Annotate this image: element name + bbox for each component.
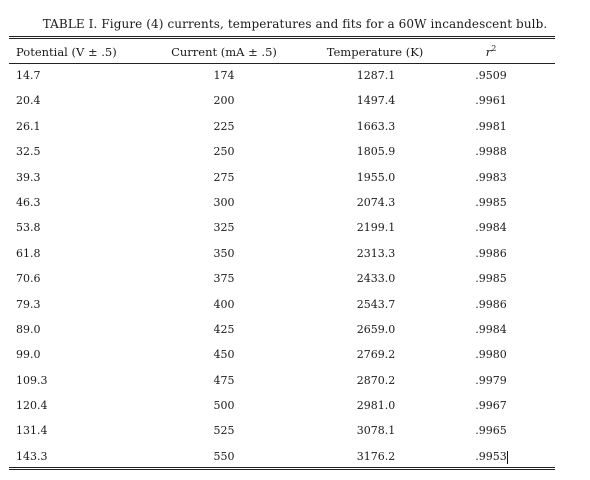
- table-row: [0, 374, 590, 399]
- bottom-rule-1: [9, 467, 555, 468]
- cell-temperature: 2659.0: [356, 322, 396, 336]
- cell-temperature: 2543.7: [356, 297, 396, 311]
- header-current: Current (mA ± .5): [171, 45, 277, 59]
- table-row: [0, 94, 590, 119]
- cell-r-squared: .9984: [475, 221, 507, 235]
- cell-current: 275: [213, 170, 235, 184]
- cell-current: 475: [213, 373, 235, 387]
- top-rule-2: [9, 38, 555, 39]
- table-row: [0, 399, 590, 424]
- table-header-row: [0, 45, 590, 61]
- cell-temperature: 2870.2: [356, 373, 396, 387]
- cell-r-squared: .9979: [475, 373, 507, 387]
- bottom-rule-2: [9, 469, 555, 470]
- cell-potential: 61.8: [16, 246, 41, 260]
- header-temperature: Temperature (K): [326, 45, 424, 59]
- cell-temperature: 3078.1: [356, 424, 396, 438]
- cell-r-squared: .9961: [475, 94, 507, 108]
- cell-r-squared: .9981: [475, 119, 507, 133]
- cell-temperature: 1497.4: [356, 94, 396, 108]
- cell-current: 300: [213, 195, 235, 209]
- cell-current: 550: [213, 449, 235, 463]
- cell-r-squared: .9988: [475, 145, 507, 159]
- cell-current: 525: [213, 424, 235, 438]
- table-row: [0, 272, 590, 297]
- cell-current: 500: [213, 399, 235, 413]
- cell-r-squared: .9984: [475, 322, 507, 336]
- table-body: [0, 69, 590, 475]
- table-row: [0, 298, 590, 323]
- table-row: [0, 171, 590, 196]
- cell-r-squared: .9980: [475, 348, 507, 362]
- header-rule: [9, 63, 555, 64]
- table-row: [0, 69, 590, 94]
- cell-r-squared: .9986: [475, 297, 507, 311]
- cell-potential: 14.7: [16, 69, 41, 82]
- cell-current: 250: [213, 145, 235, 159]
- cell-r-squared: .9953: [475, 449, 507, 463]
- header-r-squared: [466, 45, 516, 59]
- text-cursor: [507, 451, 508, 464]
- cell-current: 174: [213, 69, 235, 82]
- table-row: [0, 424, 590, 449]
- cell-potential: 26.1: [16, 119, 41, 133]
- cell-current: 225: [213, 119, 235, 133]
- top-rule-1: [9, 36, 555, 37]
- cell-potential: 89.0: [16, 322, 41, 336]
- table-row: [0, 348, 590, 373]
- cell-potential: 46.3: [16, 195, 41, 209]
- cell-temperature: 1805.9: [356, 145, 396, 159]
- cell-r-squared: .9986: [475, 246, 507, 260]
- table-row: [0, 120, 590, 145]
- cell-potential: 109.3: [16, 373, 48, 387]
- table-row: [0, 145, 590, 170]
- cell-potential: 99.0: [16, 348, 41, 362]
- cell-r-squared: .9983: [475, 170, 507, 184]
- header-potential: Potential (V ± .5): [16, 45, 117, 59]
- table-row: [0, 196, 590, 221]
- cell-r-squared: .9985: [475, 195, 507, 209]
- cell-potential: 120.4: [16, 399, 48, 413]
- cell-temperature: 1955.0: [356, 170, 396, 184]
- cell-temperature: 2433.0: [356, 272, 396, 286]
- header-r-base: r: [485, 45, 492, 59]
- cell-current: 200: [213, 94, 235, 108]
- cell-temperature: 2313.3: [356, 246, 396, 260]
- cell-current: 325: [213, 221, 235, 235]
- cell-temperature: 3176.2: [356, 449, 396, 463]
- cell-r-squared: .9985: [475, 272, 507, 286]
- table-row: [0, 221, 590, 246]
- cell-temperature: 2769.2: [356, 348, 396, 362]
- cell-r-squared: .9509: [475, 69, 507, 82]
- cell-temperature: 2981.0: [356, 399, 396, 413]
- cell-temperature: 2074.3: [356, 195, 396, 209]
- cell-temperature: 2199.1: [356, 221, 396, 235]
- cell-potential: 70.6: [16, 272, 41, 286]
- cell-current: 400: [213, 297, 235, 311]
- cell-potential: 79.3: [16, 297, 41, 311]
- table-row: [0, 323, 590, 348]
- table-row: [0, 450, 590, 475]
- cell-potential: 53.8: [16, 221, 41, 235]
- cell-potential: 20.4: [16, 94, 41, 108]
- cell-potential: 143.3: [16, 449, 48, 463]
- cell-current: 350: [213, 246, 235, 260]
- header-r-exponent: 2: [491, 44, 497, 54]
- cell-potential: 131.4: [16, 424, 48, 438]
- cell-current: 425: [213, 322, 235, 336]
- cell-current: 375: [213, 272, 235, 286]
- cell-temperature: 1663.3: [356, 119, 396, 133]
- cell-temperature: 1287.1: [356, 69, 396, 82]
- cell-r-squared: .9965: [475, 424, 507, 438]
- cell-current: 450: [213, 348, 235, 362]
- cell-potential: 32.5: [16, 145, 41, 159]
- table-row: [0, 247, 590, 272]
- cell-potential: 39.3: [16, 170, 41, 184]
- cell-r-squared: .9967: [475, 399, 507, 413]
- table-caption: TABLE I. Figure (4) currents, temperatures and fits for a 60W incandescent bulb.: [42, 17, 548, 31]
